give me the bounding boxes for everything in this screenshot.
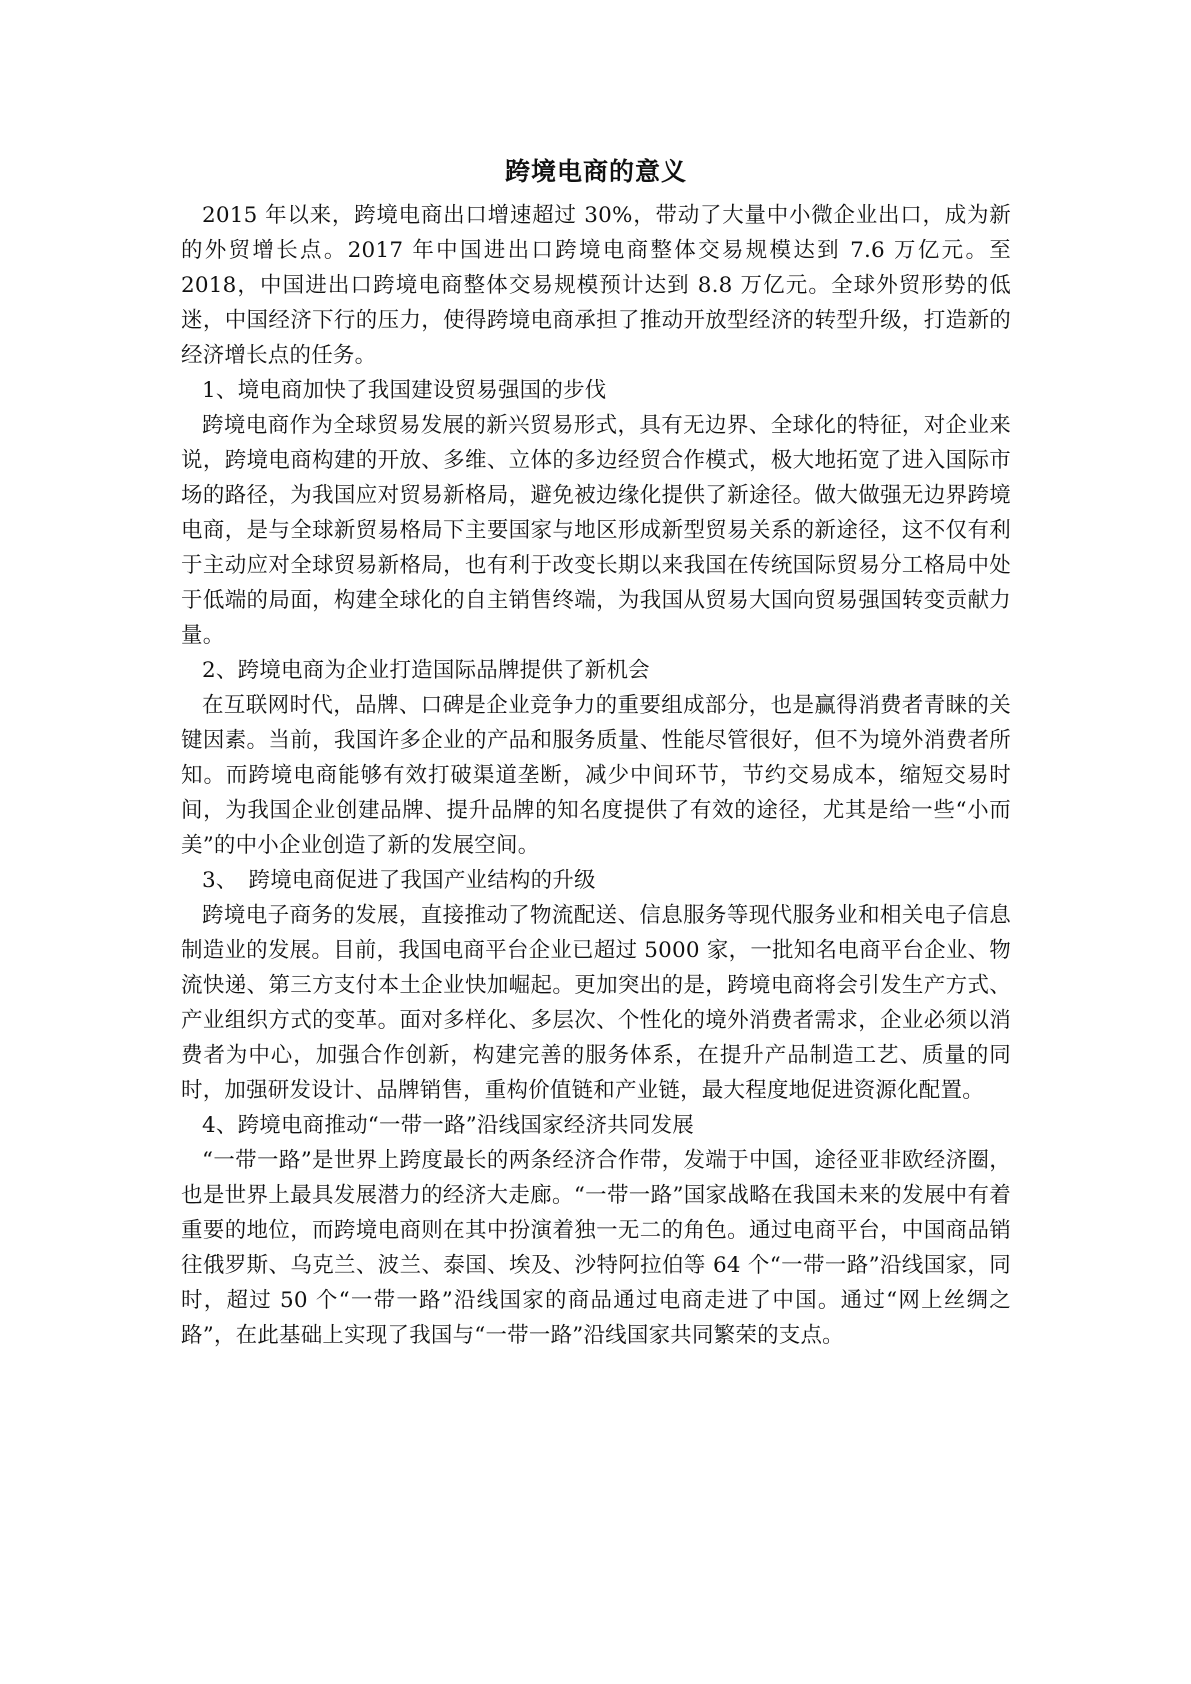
section-4-paragraph: “一带一路”是世界上跨度最长的两条经济合作带，发端于中国，途径亚非欧经济圈，也是世界上最具发展潜力的经济大走廊。“一带一路”国家战略在我国未来的发展中有着重要的地位，而跨境电商则在其中扮演着独一无二的角色。通过电商平台，中国商品销往俄罗斯、乌克兰、波兰、泰国、埃及、沙特阿拉伯等 64 个“一带一路”沿线国家，同时，超过 50 个“一带一路”沿线国家的商品通过电商走进了中国。通过“网上丝绸之路”，在此基础上实现了我国与“一带一路”沿线国家共同繁荣的支点。: [181, 1148, 1011, 1348]
document-body: [181, 150, 1011, 1353]
section-3-paragraph: 跨境电子商务的发展，直接推动了物流配送、信息服务等现代服务业和相关电子信息制造业的发展。目前，我国电商平台企业已超过 5000 家，一批知名电商平台企业、物流快递、第三方支付本土企业快加崛起。更加突出的是，跨境电商将会引发生产方式、产业组织方式的变革。面对多样化、多层次、个性化的境外消费者需求，企业必须以消费者为中心，加强合作创新，构建完善的服务体系，在提升产品制造工艺、质量的同时，加强研发设计、品牌销售，重构价值链和产业链，最大程度地促进资源化配置。: [181, 903, 1011, 1103]
section-3-heading: 3、 跨境电商促进了我国产业结构的升级: [202, 868, 596, 893]
section-2-paragraph: 在互联网时代，品牌、口碑是企业竞争力的重要组成部分，也是赢得消费者青睐的关键因素。当前，我国许多企业的产品和服务质量、性能尽管很好，但不为境外消费者所知。而跨境电商能够有效打破渠道垄断，减少中间环节，节约交易成本，缩短交易时间，为我国企业创建品牌、提升品牌的知名度提供了有效的途径，尤其是给一些“小而美”的中小企业创造了新的发展空间。: [181, 693, 1011, 858]
section-4-heading: 4、跨境电商推动“一带一路”沿线国家经济共同发展: [202, 1113, 694, 1138]
section-1-heading: 1、境电商加快了我国建设贸易强国的步伐: [202, 378, 607, 403]
section-2-heading: 2、跨境电商为企业打造国际品牌提供了新机会: [202, 658, 650, 683]
section-1-paragraph: 跨境电商作为全球贸易发展的新兴贸易形式，具有无边界、全球化的特征，对企业来说，跨境电商构建的开放、多维、立体的多边经贸合作模式，极大地拓宽了进入国际市场的路径，为我国应对贸易新格局，避免被边缘化提供了新途径。做大做强无边界跨境电商，是与全球新贸易格局下主要国家与地区形成新型贸易关系的新途径，这不仅有利于主动应对全球贸易新格局，也有利于改变长期以来我国在传统国际贸易分工格局中处于低端的局面，构建全球化的自主销售终端，为我国从贸易大国向贸易强国转变贡献力量。: [181, 413, 1011, 648]
intro-paragraph: 2015 年以来，跨境电商出口增速超过 30%，带动了大量中小微企业出口，成为新的外贸增长点。2017 年中国进出口跨境电商整体交易规模达到 7.6 万亿元。至 2018，中国进出口跨境电商整体交易规模预计达到 8.8 万亿元。全球外贸形势的低迷，中国经济下行的压力，使得跨境电商承担了推动开放型经济的转型升级，打造新的经济增长点的任务。: [181, 203, 1011, 368]
document-title: 跨境电商的意义: [504, 157, 687, 186]
